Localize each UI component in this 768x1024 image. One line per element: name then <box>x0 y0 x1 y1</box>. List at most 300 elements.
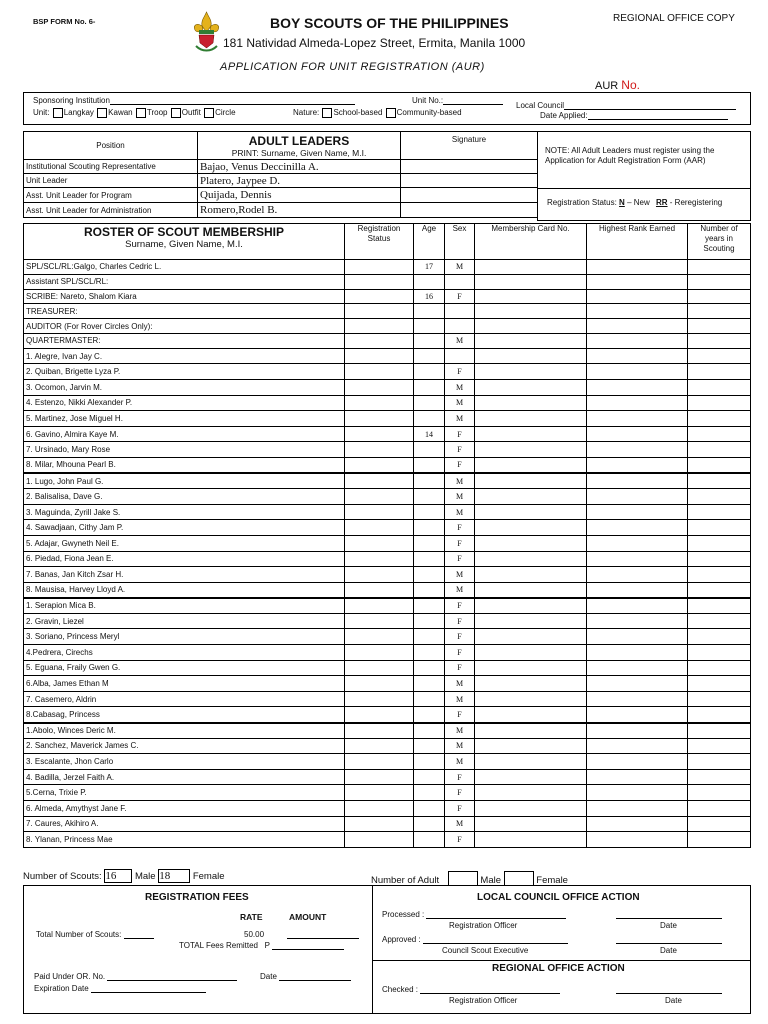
highest-rank-cell[interactable] <box>587 535 688 551</box>
roster-name-cell[interactable]: 3. Ocomon, Jarvin M. <box>24 379 345 395</box>
age-cell[interactable] <box>414 769 445 785</box>
registration-status-cell[interactable] <box>345 738 414 754</box>
date-applied-field[interactable] <box>540 111 728 120</box>
years-in-scouting-cell[interactable] <box>688 551 751 567</box>
membership-card-cell[interactable] <box>475 676 587 692</box>
registration-status-cell[interactable] <box>345 723 414 739</box>
registration-status-cell[interactable] <box>345 676 414 692</box>
membership-card-cell[interactable] <box>475 442 587 458</box>
years-in-scouting-cell[interactable] <box>688 319 751 334</box>
years-in-scouting-cell[interactable] <box>688 769 751 785</box>
membership-card-cell[interactable] <box>475 489 587 505</box>
registration-status-cell[interactable] <box>345 473 414 489</box>
sex-cell[interactable]: F <box>445 832 475 848</box>
age-cell[interactable] <box>414 660 445 676</box>
highest-rank-cell[interactable] <box>587 274 688 289</box>
registration-status-cell[interactable] <box>345 504 414 520</box>
registration-status-cell[interactable] <box>345 567 414 583</box>
age-cell[interactable] <box>414 333 445 348</box>
registration-status-cell[interactable] <box>345 289 414 304</box>
years-in-scouting-cell[interactable] <box>688 816 751 832</box>
highest-rank-cell[interactable] <box>587 395 688 411</box>
age-cell[interactable] <box>414 738 445 754</box>
registration-status-cell[interactable] <box>345 535 414 551</box>
sex-cell[interactable]: M <box>445 395 475 411</box>
sex-cell[interactable]: M <box>445 489 475 505</box>
membership-card-cell[interactable] <box>475 754 587 770</box>
registration-status-cell[interactable] <box>345 613 414 629</box>
paid-date-field[interactable] <box>260 972 351 981</box>
years-in-scouting-cell[interactable] <box>688 567 751 583</box>
highest-rank-cell[interactable] <box>587 645 688 661</box>
membership-card-cell[interactable] <box>475 289 587 304</box>
years-in-scouting-cell[interactable] <box>688 348 751 364</box>
years-in-scouting-cell[interactable] <box>688 645 751 661</box>
registration-status-cell[interactable] <box>345 785 414 801</box>
highest-rank-cell[interactable] <box>587 426 688 442</box>
membership-card-cell[interactable] <box>475 738 587 754</box>
registration-status-cell[interactable] <box>345 411 414 427</box>
sex-cell[interactable]: F <box>445 426 475 442</box>
roster-name-cell[interactable]: 3. Maguinda, Zyrill Jake S. <box>24 504 345 520</box>
age-cell[interactable] <box>414 613 445 629</box>
membership-card-cell[interactable] <box>475 504 587 520</box>
age-cell[interactable] <box>414 801 445 817</box>
years-in-scouting-cell[interactable] <box>688 411 751 427</box>
membership-card-cell[interactable] <box>475 520 587 536</box>
sex-cell[interactable]: F <box>445 520 475 536</box>
roster-name-cell[interactable]: 5.Cerna, Trixie P. <box>24 785 345 801</box>
roster-name-cell[interactable]: QUARTERMASTER: <box>24 333 345 348</box>
age-cell[interactable] <box>414 691 445 707</box>
roster-name-cell[interactable]: 5. Martinez, Jose Miguel H. <box>24 411 345 427</box>
years-in-scouting-cell[interactable] <box>688 598 751 614</box>
sex-cell[interactable]: F <box>445 613 475 629</box>
female-count-field[interactable]: 18 <box>158 869 190 883</box>
age-cell[interactable] <box>414 645 445 661</box>
roster-name-cell[interactable]: 2. Balisalisa, Dave G. <box>24 489 345 505</box>
years-in-scouting-cell[interactable] <box>688 629 751 645</box>
sex-cell[interactable]: M <box>445 379 475 395</box>
registration-status-cell[interactable] <box>345 660 414 676</box>
adult-name-field[interactable]: Bajao, Venus Deccinilla A. <box>198 160 401 174</box>
years-in-scouting-cell[interactable] <box>688 723 751 739</box>
membership-card-cell[interactable] <box>475 473 587 489</box>
age-cell[interactable] <box>414 442 445 458</box>
sex-cell[interactable]: F <box>445 801 475 817</box>
kawan-checkbox[interactable] <box>97 108 107 118</box>
sex-cell[interactable]: F <box>445 364 475 380</box>
membership-card-cell[interactable] <box>475 411 587 427</box>
sex-cell[interactable]: F <box>445 289 475 304</box>
roster-name-cell[interactable]: 3. Escalante, Jhon Carlo <box>24 754 345 770</box>
roster-name-cell[interactable]: AUDITOR (For Rover Circles Only): <box>24 319 345 334</box>
years-in-scouting-cell[interactable] <box>688 442 751 458</box>
membership-card-cell[interactable] <box>475 274 587 289</box>
membership-card-cell[interactable] <box>475 691 587 707</box>
adult-signature-field[interactable] <box>401 203 538 218</box>
years-in-scouting-cell[interactable] <box>688 426 751 442</box>
sex-cell[interactable]: M <box>445 691 475 707</box>
membership-card-cell[interactable] <box>475 707 587 723</box>
circle-checkbox[interactable] <box>204 108 214 118</box>
registration-status-cell[interactable] <box>345 489 414 505</box>
age-cell[interactable] <box>414 348 445 364</box>
age-cell[interactable]: 16 <box>414 289 445 304</box>
processed-field[interactable] <box>382 910 566 919</box>
age-cell[interactable] <box>414 676 445 692</box>
roster-name-cell[interactable]: 8. Mausisa, Harvey Lloyd A. <box>24 582 345 598</box>
registration-status-cell[interactable] <box>345 364 414 380</box>
age-cell[interactable] <box>414 785 445 801</box>
processed-date-line[interactable] <box>616 918 722 919</box>
membership-card-cell[interactable] <box>475 801 587 817</box>
registration-status-cell[interactable] <box>345 707 414 723</box>
age-cell[interactable] <box>414 582 445 598</box>
highest-rank-cell[interactable] <box>587 319 688 334</box>
years-in-scouting-cell[interactable] <box>688 676 751 692</box>
sex-cell[interactable]: M <box>445 754 475 770</box>
highest-rank-cell[interactable] <box>587 613 688 629</box>
age-cell[interactable] <box>414 473 445 489</box>
roster-name-cell[interactable]: 7. Caures, Akihiro A. <box>24 816 345 832</box>
highest-rank-cell[interactable] <box>587 504 688 520</box>
highest-rank-cell[interactable] <box>587 723 688 739</box>
membership-card-cell[interactable] <box>475 769 587 785</box>
membership-card-cell[interactable] <box>475 723 587 739</box>
years-in-scouting-cell[interactable] <box>688 260 751 275</box>
registration-status-cell[interactable] <box>345 395 414 411</box>
age-cell[interactable] <box>414 723 445 739</box>
age-cell[interactable] <box>414 504 445 520</box>
highest-rank-cell[interactable] <box>587 551 688 567</box>
sex-cell[interactable]: M <box>445 567 475 583</box>
sex-cell[interactable]: M <box>445 676 475 692</box>
years-in-scouting-cell[interactable] <box>688 289 751 304</box>
checked-field[interactable] <box>382 985 560 994</box>
membership-card-cell[interactable] <box>475 660 587 676</box>
roster-name-cell[interactable]: 5. Eguana, Fraily Gwen G. <box>24 660 345 676</box>
years-in-scouting-cell[interactable] <box>688 613 751 629</box>
roster-name-cell[interactable]: 7. Ursinado, Mary Rose <box>24 442 345 458</box>
registration-status-cell[interactable] <box>345 754 414 770</box>
registration-status-cell[interactable] <box>345 274 414 289</box>
adult-signature-field[interactable] <box>401 188 538 203</box>
highest-rank-cell[interactable] <box>587 816 688 832</box>
roster-name-cell[interactable]: 6.Alba, James Ethan M <box>24 676 345 692</box>
adult-name-field[interactable]: Quijada, Dennis <box>198 188 401 203</box>
roster-name-cell[interactable]: 2. Gravin, Liezel <box>24 613 345 629</box>
age-cell[interactable] <box>414 520 445 536</box>
membership-card-cell[interactable] <box>475 785 587 801</box>
membership-card-cell[interactable] <box>475 535 587 551</box>
membership-card-cell[interactable] <box>475 457 587 473</box>
sex-cell[interactable]: M <box>445 473 475 489</box>
highest-rank-cell[interactable] <box>587 473 688 489</box>
adult-name-field[interactable]: Romero,Rodel B. <box>198 203 401 218</box>
roster-name-cell[interactable]: 4. Sawadjaan, Cithy Jam P. <box>24 520 345 536</box>
roster-name-cell[interactable]: 6. Gavino, Almira Kaye M. <box>24 426 345 442</box>
years-in-scouting-cell[interactable] <box>688 504 751 520</box>
age-cell[interactable] <box>414 364 445 380</box>
age-cell[interactable] <box>414 535 445 551</box>
years-in-scouting-cell[interactable] <box>688 379 751 395</box>
adult-male-count-field[interactable] <box>448 871 478 886</box>
membership-card-cell[interactable] <box>475 832 587 848</box>
membership-card-cell[interactable] <box>475 613 587 629</box>
roster-name-cell[interactable]: 1.Abolo, Winces Deric M. <box>24 723 345 739</box>
roster-name-cell[interactable]: Assistant SPL/SCL/RL: <box>24 274 345 289</box>
age-cell[interactable] <box>414 754 445 770</box>
registration-status-cell[interactable] <box>345 598 414 614</box>
sex-cell[interactable]: F <box>445 660 475 676</box>
years-in-scouting-cell[interactable] <box>688 520 751 536</box>
sex-cell[interactable]: F <box>445 707 475 723</box>
age-cell[interactable] <box>414 489 445 505</box>
years-in-scouting-cell[interactable] <box>688 801 751 817</box>
highest-rank-cell[interactable] <box>587 738 688 754</box>
highest-rank-cell[interactable] <box>587 364 688 380</box>
registration-status-cell[interactable] <box>345 691 414 707</box>
male-count-field[interactable]: 16 <box>104 869 132 883</box>
registration-status-cell[interactable] <box>345 832 414 848</box>
highest-rank-cell[interactable] <box>587 289 688 304</box>
age-cell[interactable] <box>414 379 445 395</box>
sex-cell[interactable]: M <box>445 333 475 348</box>
total-scouts-field[interactable] <box>36 930 154 939</box>
membership-card-cell[interactable] <box>475 629 587 645</box>
highest-rank-cell[interactable] <box>587 348 688 364</box>
sex-cell[interactable] <box>445 274 475 289</box>
registration-status-cell[interactable] <box>345 769 414 785</box>
highest-rank-cell[interactable] <box>587 707 688 723</box>
sex-cell[interactable]: F <box>445 598 475 614</box>
age-cell[interactable] <box>414 319 445 334</box>
registration-status-cell[interactable] <box>345 801 414 817</box>
highest-rank-cell[interactable] <box>587 691 688 707</box>
registration-status-cell[interactable] <box>345 260 414 275</box>
approved-field[interactable] <box>382 935 568 944</box>
roster-name-cell[interactable]: 1. Lugo, John Paul G. <box>24 473 345 489</box>
roster-name-cell[interactable]: 6. Piedad, Fiona Jean E. <box>24 551 345 567</box>
registration-status-cell[interactable] <box>345 645 414 661</box>
age-cell[interactable]: 14 <box>414 426 445 442</box>
registration-status-cell[interactable] <box>345 379 414 395</box>
age-cell[interactable] <box>414 304 445 319</box>
highest-rank-cell[interactable] <box>587 769 688 785</box>
registration-status-cell[interactable] <box>345 551 414 567</box>
roster-name-cell[interactable]: 3. Soriano, Princess Meryl <box>24 629 345 645</box>
sex-cell[interactable]: F <box>445 785 475 801</box>
roster-name-cell[interactable]: TREASURER: <box>24 304 345 319</box>
registration-status-cell[interactable] <box>345 442 414 458</box>
age-cell[interactable] <box>414 816 445 832</box>
membership-card-cell[interactable] <box>475 333 587 348</box>
age-cell[interactable] <box>414 832 445 848</box>
registration-status-cell[interactable] <box>345 319 414 334</box>
highest-rank-cell[interactable] <box>587 457 688 473</box>
membership-card-cell[interactable] <box>475 426 587 442</box>
sex-cell[interactable] <box>445 304 475 319</box>
membership-card-cell[interactable] <box>475 645 587 661</box>
membership-card-cell[interactable] <box>475 567 587 583</box>
age-cell[interactable] <box>414 551 445 567</box>
highest-rank-cell[interactable] <box>587 801 688 817</box>
highest-rank-cell[interactable] <box>587 629 688 645</box>
adult-female-count-field[interactable] <box>504 871 534 886</box>
roster-name-cell[interactable]: SPL/SCL/RL:Galgo, Charles Cedric L. <box>24 260 345 275</box>
age-cell[interactable] <box>414 567 445 583</box>
paid-or-field[interactable] <box>34 972 237 981</box>
membership-card-cell[interactable] <box>475 348 587 364</box>
highest-rank-cell[interactable] <box>587 582 688 598</box>
membership-card-cell[interactable] <box>475 304 587 319</box>
adult-signature-field[interactable] <box>401 160 538 174</box>
highest-rank-cell[interactable] <box>587 832 688 848</box>
community-based-checkbox[interactable] <box>386 108 396 118</box>
sex-cell[interactable]: F <box>445 629 475 645</box>
outfit-checkbox[interactable] <box>171 108 181 118</box>
roster-name-cell[interactable]: 7. Casemero, Aldrin <box>24 691 345 707</box>
years-in-scouting-cell[interactable] <box>688 304 751 319</box>
sex-cell[interactable]: M <box>445 260 475 275</box>
years-in-scouting-cell[interactable] <box>688 691 751 707</box>
roster-name-cell[interactable]: 8. Milar, Mhouna Pearl B. <box>24 457 345 473</box>
approved-date-line[interactable] <box>616 943 722 944</box>
sex-cell[interactable]: M <box>445 723 475 739</box>
adult-name-field[interactable]: Platero, Jaypee D. <box>198 174 401 188</box>
years-in-scouting-cell[interactable] <box>688 660 751 676</box>
years-in-scouting-cell[interactable] <box>688 754 751 770</box>
membership-card-cell[interactable] <box>475 551 587 567</box>
expiration-field[interactable] <box>34 984 206 993</box>
highest-rank-cell[interactable] <box>587 260 688 275</box>
highest-rank-cell[interactable] <box>587 567 688 583</box>
roster-name-cell[interactable]: 2. Quiban, Brigette Lyza P. <box>24 364 345 380</box>
sex-cell[interactable] <box>445 319 475 334</box>
sex-cell[interactable]: F <box>445 645 475 661</box>
roster-name-cell[interactable]: 5. Adajar, Gwyneth Neil E. <box>24 535 345 551</box>
roster-name-cell[interactable]: 4.Pedrera, Cirechs <box>24 645 345 661</box>
registration-status-cell[interactable] <box>345 457 414 473</box>
membership-card-cell[interactable] <box>475 379 587 395</box>
troop-checkbox[interactable] <box>136 108 146 118</box>
sponsoring-field[interactable] <box>33 96 355 105</box>
years-in-scouting-cell[interactable] <box>688 457 751 473</box>
highest-rank-cell[interactable] <box>587 304 688 319</box>
years-in-scouting-cell[interactable] <box>688 489 751 505</box>
sex-cell[interactable]: M <box>445 504 475 520</box>
years-in-scouting-cell[interactable] <box>688 364 751 380</box>
registration-status-cell[interactable] <box>345 348 414 364</box>
membership-card-cell[interactable] <box>475 598 587 614</box>
sex-cell[interactable]: F <box>445 551 475 567</box>
highest-rank-cell[interactable] <box>587 411 688 427</box>
roster-name-cell[interactable]: 8. Ylanan, Princess Mae <box>24 832 345 848</box>
sex-cell[interactable]: M <box>445 816 475 832</box>
age-cell[interactable] <box>414 274 445 289</box>
membership-card-cell[interactable] <box>475 319 587 334</box>
years-in-scouting-cell[interactable] <box>688 707 751 723</box>
roster-name-cell[interactable]: 6. Almeda, Amythyst Jane F. <box>24 801 345 817</box>
highest-rank-cell[interactable] <box>587 598 688 614</box>
registration-status-cell[interactable] <box>345 629 414 645</box>
age-cell[interactable] <box>414 629 445 645</box>
registration-status-cell[interactable] <box>345 582 414 598</box>
years-in-scouting-cell[interactable] <box>688 832 751 848</box>
years-in-scouting-cell[interactable] <box>688 333 751 348</box>
langkay-checkbox[interactable] <box>53 108 63 118</box>
highest-rank-cell[interactable] <box>587 660 688 676</box>
sex-cell[interactable]: M <box>445 582 475 598</box>
sex-cell[interactable]: M <box>445 738 475 754</box>
sex-cell[interactable]: F <box>445 769 475 785</box>
roster-name-cell[interactable]: 4. Estenzo, Nikki Alexander P. <box>24 395 345 411</box>
age-cell[interactable] <box>414 395 445 411</box>
highest-rank-cell[interactable] <box>587 754 688 770</box>
highest-rank-cell[interactable] <box>587 676 688 692</box>
age-cell[interactable] <box>414 598 445 614</box>
sex-cell[interactable]: M <box>445 411 475 427</box>
years-in-scouting-cell[interactable] <box>688 473 751 489</box>
sex-cell[interactable] <box>445 348 475 364</box>
registration-status-cell[interactable] <box>345 816 414 832</box>
membership-card-cell[interactable] <box>475 260 587 275</box>
local-council-field[interactable] <box>516 101 736 110</box>
roster-name-cell[interactable]: SCRIBE: Nareto, Shalom Kiara <box>24 289 345 304</box>
membership-card-cell[interactable] <box>475 395 587 411</box>
total-fees-field[interactable] <box>179 941 344 950</box>
age-cell[interactable] <box>414 457 445 473</box>
sex-cell[interactable]: F <box>445 457 475 473</box>
registration-status-cell[interactable] <box>345 520 414 536</box>
age-cell[interactable]: 17 <box>414 260 445 275</box>
highest-rank-cell[interactable] <box>587 520 688 536</box>
membership-card-cell[interactable] <box>475 582 587 598</box>
highest-rank-cell[interactable] <box>587 333 688 348</box>
highest-rank-cell[interactable] <box>587 489 688 505</box>
registration-status-cell[interactable] <box>345 304 414 319</box>
years-in-scouting-cell[interactable] <box>688 535 751 551</box>
unit-no-field[interactable] <box>412 96 503 105</box>
years-in-scouting-cell[interactable] <box>688 274 751 289</box>
registration-status-cell[interactable] <box>345 333 414 348</box>
years-in-scouting-cell[interactable] <box>688 582 751 598</box>
years-in-scouting-cell[interactable] <box>688 395 751 411</box>
years-in-scouting-cell[interactable] <box>688 738 751 754</box>
years-in-scouting-cell[interactable] <box>688 785 751 801</box>
age-cell[interactable] <box>414 411 445 427</box>
roster-name-cell[interactable]: 7. Banas, Jan Kitch Zsar H. <box>24 567 345 583</box>
adult-signature-field[interactable] <box>401 174 538 188</box>
school-based-checkbox[interactable] <box>322 108 332 118</box>
highest-rank-cell[interactable] <box>587 785 688 801</box>
highest-rank-cell[interactable] <box>587 442 688 458</box>
roster-name-cell[interactable]: 2. Sanchez, Maverick James C. <box>24 738 345 754</box>
roster-name-cell[interactable]: 1. Serapion Mica B. <box>24 598 345 614</box>
age-cell[interactable] <box>414 707 445 723</box>
roster-name-cell[interactable]: 8.Cabasag, Princess <box>24 707 345 723</box>
registration-status-cell[interactable] <box>345 426 414 442</box>
membership-card-cell[interactable] <box>475 816 587 832</box>
sex-cell[interactable]: F <box>445 535 475 551</box>
roster-name-cell[interactable]: 4. Badilla, Jerzel Faith A. <box>24 769 345 785</box>
sex-cell[interactable]: F <box>445 442 475 458</box>
roster-name-cell[interactable]: 1. Alegre, Ivan Jay C. <box>24 348 345 364</box>
checked-date-line[interactable] <box>616 993 722 994</box>
membership-card-cell[interactable] <box>475 364 587 380</box>
highest-rank-cell[interactable] <box>587 379 688 395</box>
